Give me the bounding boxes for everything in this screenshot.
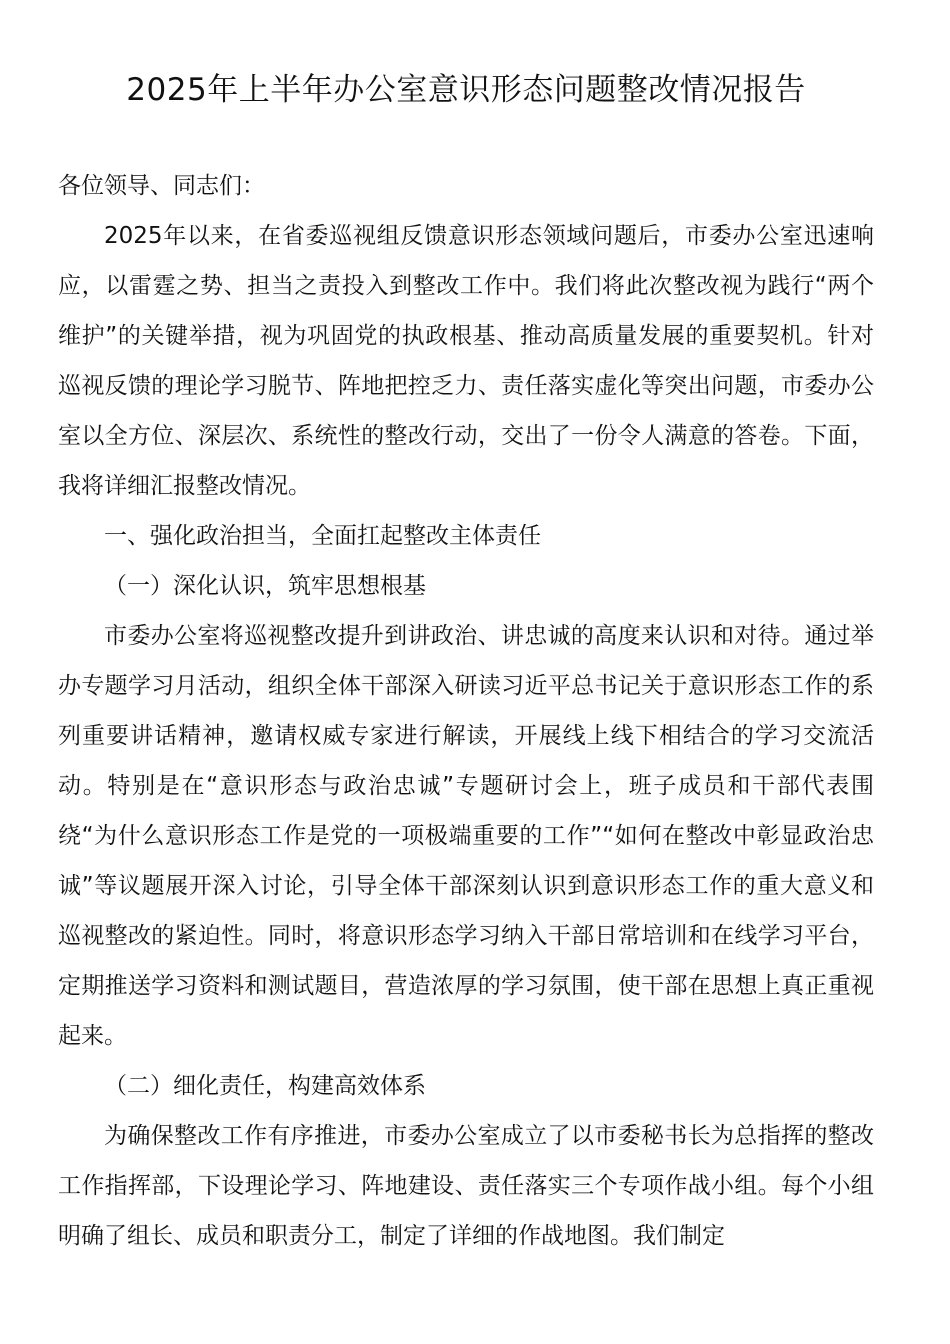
salutation: 各位领导、同志们：: [58, 173, 265, 199]
paragraph-intro: 2025年以来，在省委巡视组反馈意识形态领域问题后，市委办公室迅速响应，以雷霆之势、担当之责投入到整改工作中。我们将此次整改视为践行“两个维护”的关键举措，视为巩固党的执政根基、推动高质量发展的重要契机。针对巡视反馈的理论学习脱节、阵地把控乏力、责任落实虚化等突出问题，市委办公室以全方位、深层次、系统性的整改行动，交出了一份令人满意的答卷。下面，我将详细汇报整改情况。: [58, 223, 874, 499]
paragraph-subsection-2: 为确保整改工作有序推进，市委办公室成立了以市委秘书长为总指挥的整改工作指挥部，下设理论学习、阵地建设、责任落实三个专项作战小组。每个小组明确了组长、成员和职责分工，制定了详细的作战地图。我们制定: [58, 1123, 874, 1249]
document-body: [58, 161, 874, 1261]
paragraph-subsection-1: 市委办公室将巡视整改提升到讲政治、讲忠诚的高度来认识和对待。通过举办专题学习月活动，组织全体干部深入研读习近平总书记关于意识形态工作的系列重要讲话精神，邀请权威专家进行解读，开展线上线下相结合的学习交流活动。特别是在“意识形态与政治忠诚”专题研讨会上，班子成员和干部代表围绕“为什么意识形态工作是党的一项极端重要的工作”“如何在整改中彰显政治忠诚”等议题展开深入讨论，引导全体干部深刻认识到意识形态工作的重大意义和巡视整改的紧迫性。同时，将意识形态学习纳入干部日常培训和在线学习平台，定期推送学习资料和测试题目，营造浓厚的学习氛围，使干部在思想上真正重视起来。: [58, 623, 874, 1049]
subsection-heading-2: （二）细化责任，构建高效体系: [104, 1073, 426, 1099]
section-heading-1: 一、强化政治担当，全面扛起整改主体责任: [104, 523, 541, 549]
document-title: 2025年上半年办公室意识形态问题整改情况报告: [126, 72, 806, 108]
subsection-heading-1: （一）深化认识，筑牢思想根基: [104, 573, 426, 599]
